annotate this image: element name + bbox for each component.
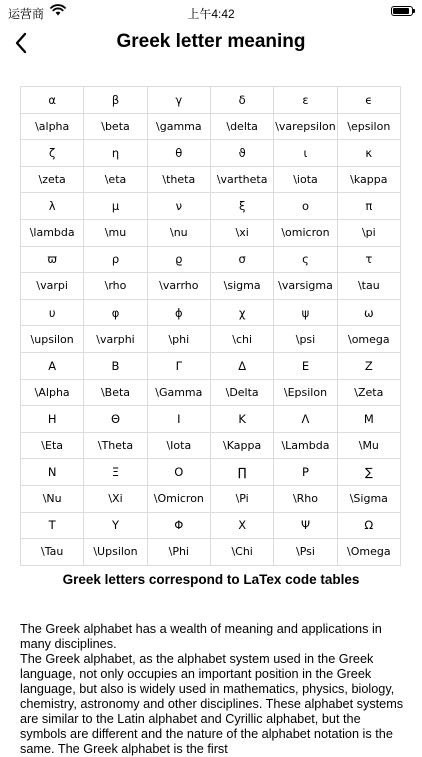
latex-code-cell: \upsilon xyxy=(21,326,84,353)
latex-code-cell: \zeta xyxy=(21,166,84,193)
latex-code-cell: \tau xyxy=(337,273,400,300)
table-row xyxy=(21,459,401,486)
greek-symbol-cell: ϕ xyxy=(147,299,210,326)
greek-symbol-cell: T xyxy=(21,512,84,539)
greek-symbol-cell: M xyxy=(337,406,400,433)
latex-code-cell: \omicron xyxy=(274,219,337,246)
latex-code-cell: \Chi xyxy=(210,539,273,566)
latex-code-cell: \omega xyxy=(337,326,400,353)
greek-symbol-cell: γ xyxy=(147,87,210,114)
latex-code-cell: \Pi xyxy=(210,485,273,512)
greek-symbol-cell: υ xyxy=(21,299,84,326)
table-row xyxy=(21,299,401,326)
latex-code-cell: \varepsilon xyxy=(274,113,337,140)
greek-symbol-cell: ν xyxy=(147,193,210,220)
navigation-bar xyxy=(0,24,422,64)
greek-symbol-cell: ∑ xyxy=(337,459,400,486)
table-row xyxy=(21,406,401,433)
latex-code-cell: \psi xyxy=(274,326,337,353)
greek-symbol-cell: I xyxy=(147,406,210,433)
latex-code-cell: \Phi xyxy=(147,539,210,566)
latex-code-cell: \Gamma xyxy=(147,379,210,406)
greek-symbol-cell: η xyxy=(84,140,147,167)
table-row xyxy=(21,432,401,459)
table-row xyxy=(21,326,401,353)
table-row xyxy=(21,140,401,167)
table-row xyxy=(21,273,401,300)
greek-symbol-cell: Δ xyxy=(210,352,273,379)
status-time: 上午4:42 xyxy=(187,7,235,21)
greek-symbol-cell: Ω xyxy=(337,512,400,539)
latex-code-cell: \epsilon xyxy=(337,113,400,140)
table-row xyxy=(21,246,401,273)
greek-symbol-cell: ϖ xyxy=(21,246,84,273)
greek-symbol-cell: Z xyxy=(337,352,400,379)
greek-symbol-cell: E xyxy=(274,352,337,379)
battery-fill xyxy=(393,8,409,14)
greek-symbol-cell: Γ xyxy=(147,352,210,379)
latex-code-cell: \Lambda xyxy=(274,432,337,459)
latex-code-cell: \nu xyxy=(147,219,210,246)
carrier-label: 运营商 xyxy=(8,7,45,21)
greek-symbol-cell: P xyxy=(274,459,337,486)
greek-symbol-cell: H xyxy=(21,406,84,433)
description-paragraph: The Greek alphabet, as the alphabet system used in the Greek language, not only occupies an important position in the Greek language, but also is widely used in mathematics, physics, biology, chemistry, astronomy and other disciplines. These alphabet systems are similar to the Latin alphabet and Cyrillic alphabet, but the symbols are different and the nature of the alphabet notation is the same. The Greek alphabet is the first xyxy=(20,652,404,756)
table-caption: Greek letters correspond to LaTex code tables xyxy=(62,572,360,587)
greek-symbol-cell: B xyxy=(84,352,147,379)
latex-code-cell: \Kappa xyxy=(210,432,273,459)
latex-code-cell: \delta xyxy=(210,113,273,140)
greek-symbol-cell: Λ xyxy=(274,406,337,433)
greek-symbol-cell: θ xyxy=(147,140,210,167)
latex-code-cell: \varsigma xyxy=(274,273,337,300)
greek-latex-table xyxy=(20,86,401,566)
latex-code-cell: \Beta xyxy=(84,379,147,406)
latex-code-cell: \lambda xyxy=(21,219,84,246)
latex-code-cell: \Xi xyxy=(84,485,147,512)
greek-symbol-cell: ϵ xyxy=(337,87,400,114)
greek-symbol-cell: A xyxy=(21,352,84,379)
description-paragraph: The Greek alphabet has a wealth of meaning and applications in many disciplines. xyxy=(20,622,382,651)
greek-symbol-cell: ω xyxy=(337,299,400,326)
table-row xyxy=(21,219,401,246)
latex-code-cell: \Tau xyxy=(21,539,84,566)
greek-symbol-cell: ζ xyxy=(21,140,84,167)
table-body xyxy=(21,87,401,566)
table-row xyxy=(21,193,401,220)
table-row xyxy=(21,113,401,140)
greek-symbol-cell: φ xyxy=(84,299,147,326)
latex-code-cell: \kappa xyxy=(337,166,400,193)
greek-symbol-cell: ∏ xyxy=(210,459,273,486)
latex-code-cell: \varpi xyxy=(21,273,84,300)
latex-code-cell: \varrho xyxy=(147,273,210,300)
latex-code-cell: \xi xyxy=(210,219,273,246)
greek-symbol-cell: ε xyxy=(274,87,337,114)
latex-code-cell: \Sigma xyxy=(337,485,400,512)
latex-code-cell: \Psi xyxy=(274,539,337,566)
table-row xyxy=(21,166,401,193)
latex-code-cell: \Omega xyxy=(337,539,400,566)
battery-icon xyxy=(391,6,413,16)
latex-code-cell: \phi xyxy=(147,326,210,353)
greek-symbol-cell: o xyxy=(274,193,337,220)
greek-symbol-cell: ϱ xyxy=(147,246,210,273)
latex-code-cell: \beta xyxy=(84,113,147,140)
table-row xyxy=(21,87,401,114)
latex-code-cell: \varphi xyxy=(84,326,147,353)
table-row xyxy=(21,512,401,539)
latex-code-cell: \rho xyxy=(84,273,147,300)
table-row xyxy=(21,485,401,512)
latex-code-cell: \Theta xyxy=(84,432,147,459)
greek-symbol-cell: K xyxy=(210,406,273,433)
latex-code-cell: \Zeta xyxy=(337,379,400,406)
greek-symbol-cell: χ xyxy=(210,299,273,326)
latex-code-cell: \Epsilon xyxy=(274,379,337,406)
latex-code-cell: \mu xyxy=(84,219,147,246)
latex-code-cell: \pi xyxy=(337,219,400,246)
latex-code-cell: \iota xyxy=(274,166,337,193)
greek-symbol-cell: δ xyxy=(210,87,273,114)
greek-symbol-cell: ς xyxy=(274,246,337,273)
greek-symbol-cell: ξ xyxy=(210,193,273,220)
latex-code-cell: \Omicron xyxy=(147,485,210,512)
table-row xyxy=(21,379,401,406)
greek-symbol-cell: N xyxy=(21,459,84,486)
greek-symbol-cell: Ξ xyxy=(84,459,147,486)
latex-code-cell: \gamma xyxy=(147,113,210,140)
greek-symbol-cell: β xyxy=(84,87,147,114)
table-row xyxy=(21,539,401,566)
greek-symbol-cell: μ xyxy=(84,193,147,220)
latex-code-cell: \chi xyxy=(210,326,273,353)
latex-code-cell: \Alpha xyxy=(21,379,84,406)
latex-code-cell: \vartheta xyxy=(210,166,273,193)
greek-symbol-cell: σ xyxy=(210,246,273,273)
greek-symbol-cell: ϑ xyxy=(210,140,273,167)
greek-symbol-cell: λ xyxy=(21,193,84,220)
description-text xyxy=(20,622,406,757)
latex-code-cell: \Mu xyxy=(337,432,400,459)
status-bar xyxy=(0,0,422,24)
greek-symbol-cell: τ xyxy=(337,246,400,273)
latex-code-cell: \theta xyxy=(147,166,210,193)
latex-code-cell: \sigma xyxy=(210,273,273,300)
greek-symbol-cell: ρ xyxy=(84,246,147,273)
greek-symbol-cell: Y xyxy=(84,512,147,539)
greek-symbol-cell: π xyxy=(337,193,400,220)
greek-symbol-cell: α xyxy=(21,87,84,114)
page-title: Greek letter meaning xyxy=(116,31,306,52)
greek-symbol-cell: ψ xyxy=(274,299,337,326)
latex-code-cell: \alpha xyxy=(21,113,84,140)
greek-symbol-cell: Φ xyxy=(147,512,210,539)
latex-code-cell: \eta xyxy=(84,166,147,193)
latex-code-cell: \Eta xyxy=(21,432,84,459)
table-row xyxy=(21,352,401,379)
greek-symbol-cell: O xyxy=(147,459,210,486)
greek-symbol-cell: ι xyxy=(274,140,337,167)
greek-symbol-cell: Ψ xyxy=(274,512,337,539)
greek-symbol-cell: κ xyxy=(337,140,400,167)
latex-code-cell: \Nu xyxy=(21,485,84,512)
latex-code-cell: \Iota xyxy=(147,432,210,459)
greek-symbol-cell: Θ xyxy=(84,406,147,433)
latex-code-cell: \Rho xyxy=(274,485,337,512)
greek-symbol-cell: X xyxy=(210,512,273,539)
latex-code-cell: \Upsilon xyxy=(84,539,147,566)
latex-code-cell: \Delta xyxy=(210,379,273,406)
